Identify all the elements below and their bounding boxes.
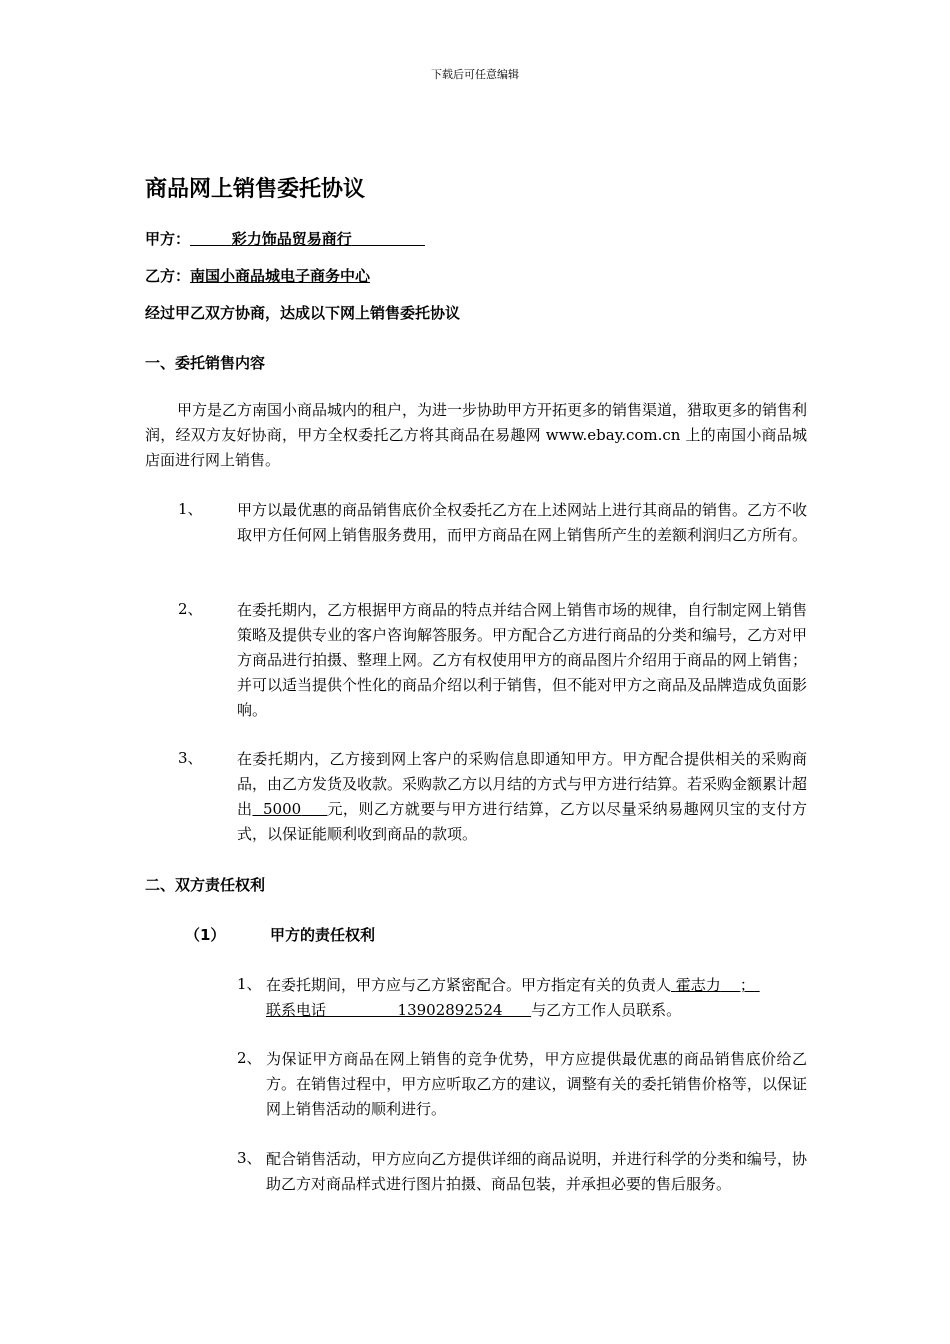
list-item-text: 为保证甲方商品在网上销售的竞争优势，甲方应提供最优惠的商品销售底价给乙方。在销售过程中，甲方应听取乙方的建议，调整有关的委托销售价格等，以保证网上销售活动的顺利进行。 [266,1050,807,1118]
party-b-line [145,265,370,286]
list-item-text: 配合销售活动，甲方应向乙方提供详细的商品说明，并进行科学的分类和编号，协助乙方对商品样式进行图片拍摄、商品包装，并承担必要的售后服务。 [266,1150,807,1193]
subsection-number: （1） [185,926,226,944]
item-number: 1、 [178,500,203,518]
contact-name: 霍志力 ； [675,976,755,994]
section-1-paragraph: 甲方是乙方南国小商品城内的租户，为进一步协助甲方开拓更多的销售渠道，猎取更多的销售利润，经双方友好协商，甲方全权委托乙方将其商品在易趣网 www.ebay.com.cn 上的南国小商品城店面进行网上销售。 [145,401,808,469]
party-a-line [145,228,425,249]
list-item-text: 在委托期内，乙方根据甲方商品的特点并结合网上销售市场的规律，自行制定网上销售策略及提供专业的客户咨询解答服务。甲方配合乙方进行商品的分类和编号，乙方对甲方商品进行拍摄、整理上网。乙方有权使用甲方的商品图片介绍用于商品的网上销售；并可以适当提供个性化的商品介绍以利于销售，但不能对甲方之商品及品牌造成负面影响。 [237,601,808,719]
page-title: 商品网上销售委托协议 [145,177,366,202]
list-item-text: 在委托期间，甲方应与乙方紧密配合。甲方指定有关的负责人 霍志力 ； 联系电话 13902892524 与乙方工作人员联系。 [266,973,807,1023]
page-header: 下载后可任意编辑 [431,68,519,81]
contact-phone: 联系电话 13902892524 [266,1001,503,1019]
item-number: 2、 [237,1049,262,1067]
item-number: 3、 [237,1149,262,1167]
list-item-text: 在委托期内，乙方接到网上客户的采购信息即通知甲方。甲方配合提供相关的采购商品，由乙方发货及收款。采购款乙方以月结的方式与甲方进行结算。若采购金额累计超出 5000 元，则乙方就要与甲方进行结算，乙方以尽量采纳易趣网贝宝的支付方式，以保证能顺利收到商品的款项。 [237,750,808,843]
item-number: 1、 [237,975,262,993]
intro-line: 经过甲乙双方协商，达成以下网上销售委托协议 [145,304,461,322]
section-2-heading: 二、双方责任权利 [145,876,266,894]
party-a-label: 甲方： [145,230,191,248]
item-number: 2、 [178,600,203,618]
item-number: 3、 [178,749,203,767]
purchase-amount: 5000 [263,800,302,818]
party-b-label: 乙方： [145,267,191,285]
section-1-heading: 一、委托销售内容 [145,354,266,372]
party-a-value: 彩力饰品贸易商行 [231,230,352,248]
list-item-text: 甲方以最优惠的商品销售底价全权委托乙方在上述网站上进行其商品的销售。乙方不收取甲方任何网上销售服务费用，而甲方商品在网上销售所产生的差额利润归乙方所有。 [237,501,808,544]
subsection-heading: 甲方的责任权利 [270,926,376,944]
party-b-value: 南国小商品城电子商务中心 [190,267,371,285]
